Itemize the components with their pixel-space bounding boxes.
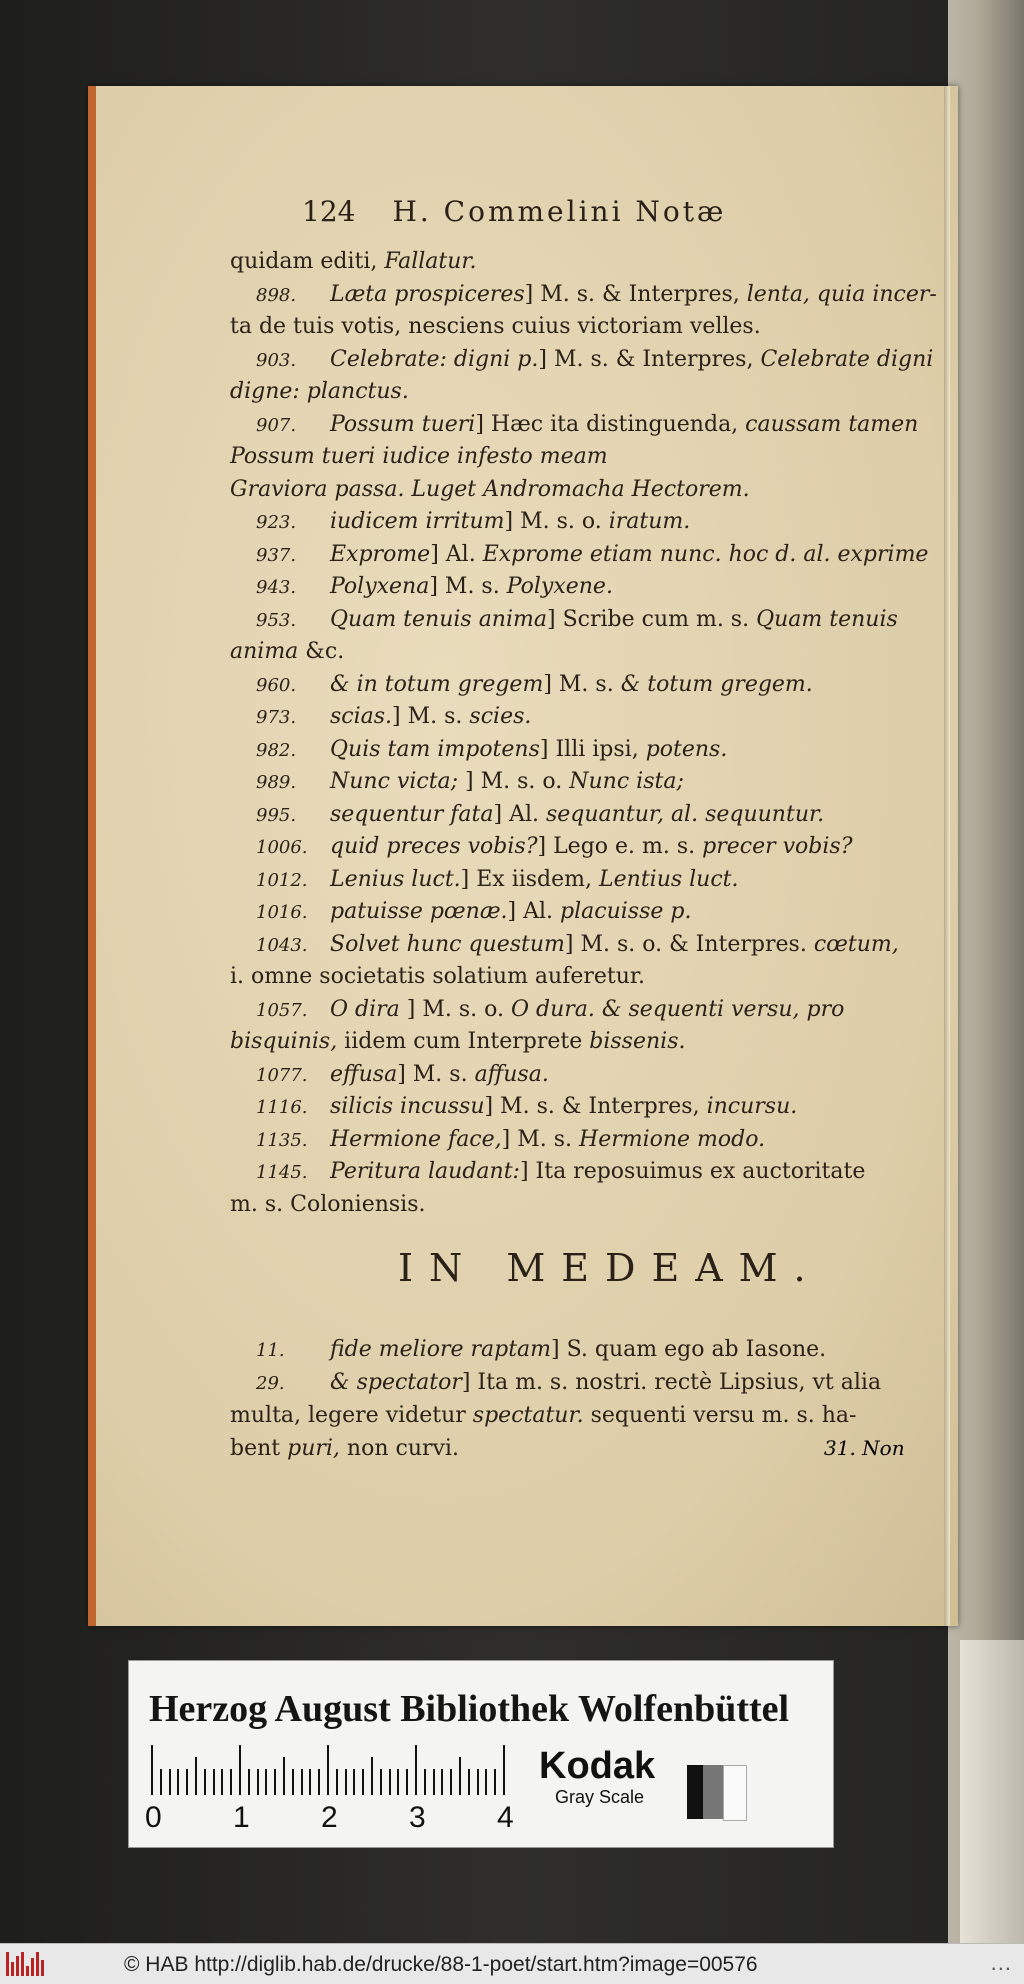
line-number: 943.: [256, 577, 297, 598]
text-line: [256, 768, 684, 797]
italic-text: scias.: [330, 704, 393, 729]
italic-text: sequentur fata: [330, 801, 494, 827]
text-line: [230, 378, 409, 406]
italic-text: sequantur, al. sequuntur.: [546, 801, 825, 827]
ruler-tick: [160, 1769, 162, 1795]
text-line: [230, 476, 750, 504]
text-line: [256, 866, 739, 895]
roman-text: bent: [230, 1436, 288, 1461]
italic-text: bisquinis,: [230, 1029, 338, 1054]
ruler-tick: [345, 1769, 347, 1795]
italic-text: affusa.: [474, 1061, 549, 1087]
italic-text: cœtum,: [813, 931, 899, 957]
black-swatch: [687, 1765, 703, 1819]
text-line: [256, 606, 898, 635]
line-number: 11.: [256, 1340, 285, 1361]
white-swatch: [723, 1765, 747, 1821]
line-number: 937.: [256, 544, 297, 566]
text-line: [256, 671, 813, 700]
roman-text: ] Ita m. s. nostri. rectè Lipsius, vt alia: [461, 1370, 882, 1395]
hab-logo-icon[interactable]: [6, 1952, 46, 1976]
adjacent-card-edge: [960, 1640, 1024, 1943]
italic-text: effusa: [330, 1061, 398, 1087]
ruler-tick: [362, 1769, 364, 1795]
line-number: 973.: [256, 707, 297, 728]
line-number: 1145.: [256, 1162, 308, 1183]
roman-text: ] M. s. & Interpres,: [484, 1094, 707, 1119]
roman-text: ] Ita reposuimus ex auctoritate: [519, 1159, 866, 1184]
text-line: [256, 1369, 881, 1398]
line-number: 898.: [256, 284, 297, 306]
italic-text: spectatur.: [472, 1403, 584, 1428]
roman-text: quidam editi,: [230, 249, 385, 274]
book-page: [88, 86, 958, 1626]
ruler-tick: [283, 1757, 285, 1795]
gray-swatch: [703, 1765, 723, 1819]
ruler-tick: [239, 1745, 241, 1795]
line-number: 1057.: [256, 999, 308, 1021]
italic-text: iratum.: [608, 509, 691, 534]
roman-text: non curvi.: [339, 1436, 459, 1461]
ruler-tick: [318, 1769, 320, 1795]
italic-text: bissenis.: [589, 1029, 686, 1054]
roman-text: ] M. s. o. & Interpres.: [564, 931, 814, 957]
text-line: [230, 1191, 426, 1219]
ruler-tick: [265, 1769, 267, 1795]
page-number: 124: [302, 195, 356, 228]
text-line: [256, 573, 613, 602]
roman-text: ] Ex iisdem,: [460, 866, 600, 892]
text-line: [256, 281, 937, 310]
section-title: IN MEDEAM.: [398, 1246, 822, 1290]
logo-bar: [31, 1958, 34, 1976]
roman-text: ] M. s. o.: [458, 769, 570, 794]
ruler-tick: [309, 1769, 311, 1795]
roman-text: ] M. s. o.: [504, 509, 609, 534]
text-line: [256, 996, 844, 1025]
italic-text: Lenius luct.: [330, 866, 461, 892]
italic-text: Peritura laudant:: [330, 1159, 520, 1184]
more-menu-icon[interactable]: ...: [990, 1950, 1012, 1975]
italic-text: anima: [230, 639, 299, 664]
ruler-number: 2: [321, 1801, 338, 1834]
copyright-link[interactable]: © HAB http://diglib.hab.de/drucke/88-1-poet/start.htm?image=00576: [124, 1953, 758, 1976]
italic-text: Quis tam impotens: [330, 736, 540, 762]
roman-text: &c.: [298, 639, 345, 664]
text-line: [256, 931, 899, 960]
roman-text: ] S. quam ego ab Iasone.: [551, 1337, 827, 1362]
ruler-tick: [292, 1769, 294, 1795]
logo-bar: [21, 1952, 24, 1976]
ruler-number: 3: [409, 1801, 426, 1834]
roman-text: ] Al.: [493, 801, 546, 827]
italic-text: Exprome: [330, 541, 431, 567]
ruler-tick: [257, 1769, 259, 1795]
ruler-tick: [389, 1769, 391, 1795]
text-line: [256, 1061, 549, 1090]
ruler-tick: [441, 1769, 443, 1795]
roman-text: multa, legere videtur: [230, 1403, 473, 1428]
line-number: 953.: [256, 609, 297, 631]
text-line: [256, 703, 531, 732]
roman-text: ] Illi ipsi,: [539, 736, 646, 762]
text-line: [230, 638, 344, 666]
text-line: [230, 443, 608, 471]
ruler-tick: [327, 1745, 329, 1795]
roman-text: sequenti versu m. s. ha-: [583, 1403, 857, 1428]
ruler-tick: [177, 1769, 179, 1795]
scale-ruler: [151, 1745, 519, 1795]
ruler-tick: [477, 1769, 479, 1795]
ruler-tick: [230, 1769, 232, 1795]
ruler-tick: [503, 1745, 505, 1795]
ruler-tick: [169, 1769, 171, 1795]
text-line: [230, 1028, 685, 1056]
library-name: Herzog August Bibliothek Wolfenbüttel: [149, 1688, 790, 1730]
italic-text: Læta prospiceres: [330, 281, 525, 307]
italic-text: Celebrate digni: [760, 346, 934, 372]
italic-text: Solvet hunc questum: [330, 931, 565, 957]
text-line: [256, 833, 853, 862]
italic-text: caussam tamen: [745, 411, 919, 437]
text-line: [256, 801, 824, 830]
ruler-tick: [415, 1745, 417, 1795]
text-line: [256, 508, 690, 537]
logo-bar: [26, 1966, 29, 1976]
roman-text: ] Lego e. m. s.: [537, 834, 703, 859]
roman-text: ] M. s.: [392, 704, 470, 729]
line-number: 1012.: [256, 869, 308, 891]
ruler-tick: [450, 1769, 452, 1795]
roman-text: ] M. s. & Interpres,: [524, 281, 747, 307]
italic-text: fide meliore raptam: [330, 1337, 552, 1362]
color-calibration-card: [128, 1660, 834, 1848]
text-line: [256, 541, 928, 570]
text-line: [256, 898, 691, 927]
italic-text: Quam tenuis anima: [330, 606, 547, 632]
italic-text: O dura. & sequenti versu, pro: [510, 996, 845, 1022]
text-line: [230, 963, 645, 991]
page-text: [96, 86, 958, 1626]
ruler-tick: [397, 1769, 399, 1795]
logo-bar: [36, 1952, 39, 1976]
roman-text: ] Scribe cum m. s.: [547, 606, 757, 632]
logo-bar: [11, 1962, 14, 1976]
roman-text: ] Al.: [430, 541, 483, 567]
italic-text: & spectator: [330, 1370, 462, 1395]
logo-bar: [41, 1960, 44, 1976]
ruler-tick: [274, 1769, 276, 1795]
ruler-tick: [353, 1769, 355, 1795]
line-number: 907.: [256, 414, 297, 436]
gray-scale-label: Gray Scale: [555, 1787, 645, 1807]
line-number: 1006.: [256, 837, 308, 858]
italic-text: Nunc ista;: [569, 769, 684, 794]
ruler-tick: [221, 1769, 223, 1795]
line-number: 989.: [256, 772, 297, 793]
italic-text: Polyxene.: [506, 574, 613, 599]
text-line: [230, 1435, 459, 1463]
ruler-tick: [406, 1769, 408, 1795]
roman-text: m. s. Coloniensis.: [230, 1191, 426, 1217]
italic-text: Hermione modo.: [579, 1126, 766, 1152]
roman-text: ] Al.: [507, 899, 561, 924]
italic-text: & in totum gregem: [330, 671, 544, 697]
text-line: [256, 1336, 826, 1365]
italic-text: potens.: [645, 736, 728, 762]
italic-text: patuisse pœnæ.: [330, 899, 508, 924]
page-fold: [944, 86, 950, 1626]
italic-text: puri,: [287, 1436, 340, 1461]
ruler-tick: [433, 1769, 435, 1795]
ruler-tick: [371, 1757, 373, 1795]
logo-bar: [6, 1952, 9, 1976]
italic-text: Polyxena: [330, 574, 430, 599]
ruler-tick: [494, 1769, 496, 1795]
text-line: [256, 1126, 765, 1155]
roman-text: ] M. s. o.: [399, 996, 511, 1022]
text-line: [256, 1158, 865, 1187]
text-line: [230, 248, 477, 276]
italic-text: lenta, quia incer-: [746, 281, 937, 307]
italic-text: digne: planctus.: [230, 379, 409, 404]
italic-text: Celebrate: digni p.: [330, 346, 539, 372]
roman-text: ] M. s. & Interpres,: [538, 346, 761, 372]
running-title: H. Commelini Notæ: [392, 195, 727, 228]
ruler-tick: [204, 1769, 206, 1795]
italic-text: Lentius luct.: [599, 866, 739, 892]
ruler-tick: [336, 1769, 338, 1795]
italic-text: Quam tenuis: [756, 606, 898, 632]
text-line: [256, 346, 933, 375]
italic-text: scies.: [469, 704, 532, 729]
line-number: 982.: [256, 739, 297, 761]
italic-text: Possum tueri iudice infesto meam: [230, 444, 608, 469]
roman-text: ] Hæc ita distinguenda,: [475, 411, 746, 437]
ruler-tick: [380, 1769, 382, 1795]
catchword: 31. Non: [824, 1436, 905, 1460]
roman-text: i. omne societatis solatium auferetur.: [230, 964, 646, 989]
line-number: 1135.: [256, 1129, 308, 1151]
line-number: 1016.: [256, 902, 308, 923]
ruler-tick: [248, 1769, 250, 1795]
roman-text: ] M. s.: [543, 671, 621, 697]
italic-text: iudicem irritum: [330, 509, 505, 534]
ruler-tick: [468, 1769, 470, 1795]
ruler-tick: [213, 1769, 215, 1795]
italic-text: incursu.: [706, 1094, 798, 1119]
italic-text: placuisse p.: [560, 899, 692, 924]
ruler-number: 4: [497, 1801, 514, 1834]
italic-text: Possum tueri: [330, 411, 476, 437]
ruler-tick: [485, 1769, 487, 1795]
text-line: [256, 1093, 797, 1122]
logo-bar: [16, 1956, 19, 1976]
line-number: 1043.: [256, 934, 308, 956]
line-number: 923.: [256, 512, 297, 533]
ruler-tick: [186, 1769, 188, 1795]
italic-text: Fallatur.: [384, 249, 477, 274]
text-line: [256, 736, 727, 765]
italic-text: silicis incussu: [330, 1094, 485, 1119]
line-number: 995.: [256, 804, 297, 826]
page-header: [302, 195, 727, 229]
ruler-tick: [459, 1757, 461, 1795]
line-number: 903.: [256, 349, 297, 371]
line-number: 960.: [256, 674, 297, 696]
text-line: [230, 313, 761, 341]
italic-text: quid preces vobis?: [330, 834, 538, 859]
italic-text: precer vobis?: [702, 834, 853, 859]
roman-text: ] M. s.: [501, 1126, 580, 1152]
ruler-tick: [424, 1769, 426, 1795]
italic-text: Hermione face,: [330, 1126, 502, 1152]
line-number: 1116.: [256, 1097, 308, 1118]
viewer-footer: [0, 1943, 1024, 1984]
ruler-number: 0: [145, 1801, 162, 1834]
roman-text: ] M. s.: [397, 1061, 475, 1087]
italic-text: Exprome etiam nunc. hoc d. al. exprime: [482, 541, 929, 567]
text-line: [230, 1402, 856, 1430]
italic-text: O dira: [330, 996, 400, 1022]
italic-text: & totum gregem.: [620, 671, 813, 697]
ruler-tick: [195, 1757, 197, 1795]
italic-text: Nunc victa;: [330, 769, 459, 794]
roman-text: ] M. s.: [429, 574, 507, 599]
roman-text: ta de tuis votis, nesciens cuius victoriam velles.: [230, 314, 761, 339]
kodak-logo-text: Kodak: [539, 1745, 656, 1787]
ruler-tick: [151, 1745, 153, 1795]
line-number: 1077.: [256, 1064, 308, 1086]
line-number: 29.: [256, 1373, 285, 1394]
italic-text: Graviora passa. Luget Andromacha Hectorem.: [230, 476, 750, 502]
ruler-number: 1: [233, 1801, 250, 1834]
text-line: [256, 411, 918, 440]
ruler-tick: [301, 1769, 303, 1795]
roman-text: iidem cum Interprete: [337, 1029, 590, 1054]
